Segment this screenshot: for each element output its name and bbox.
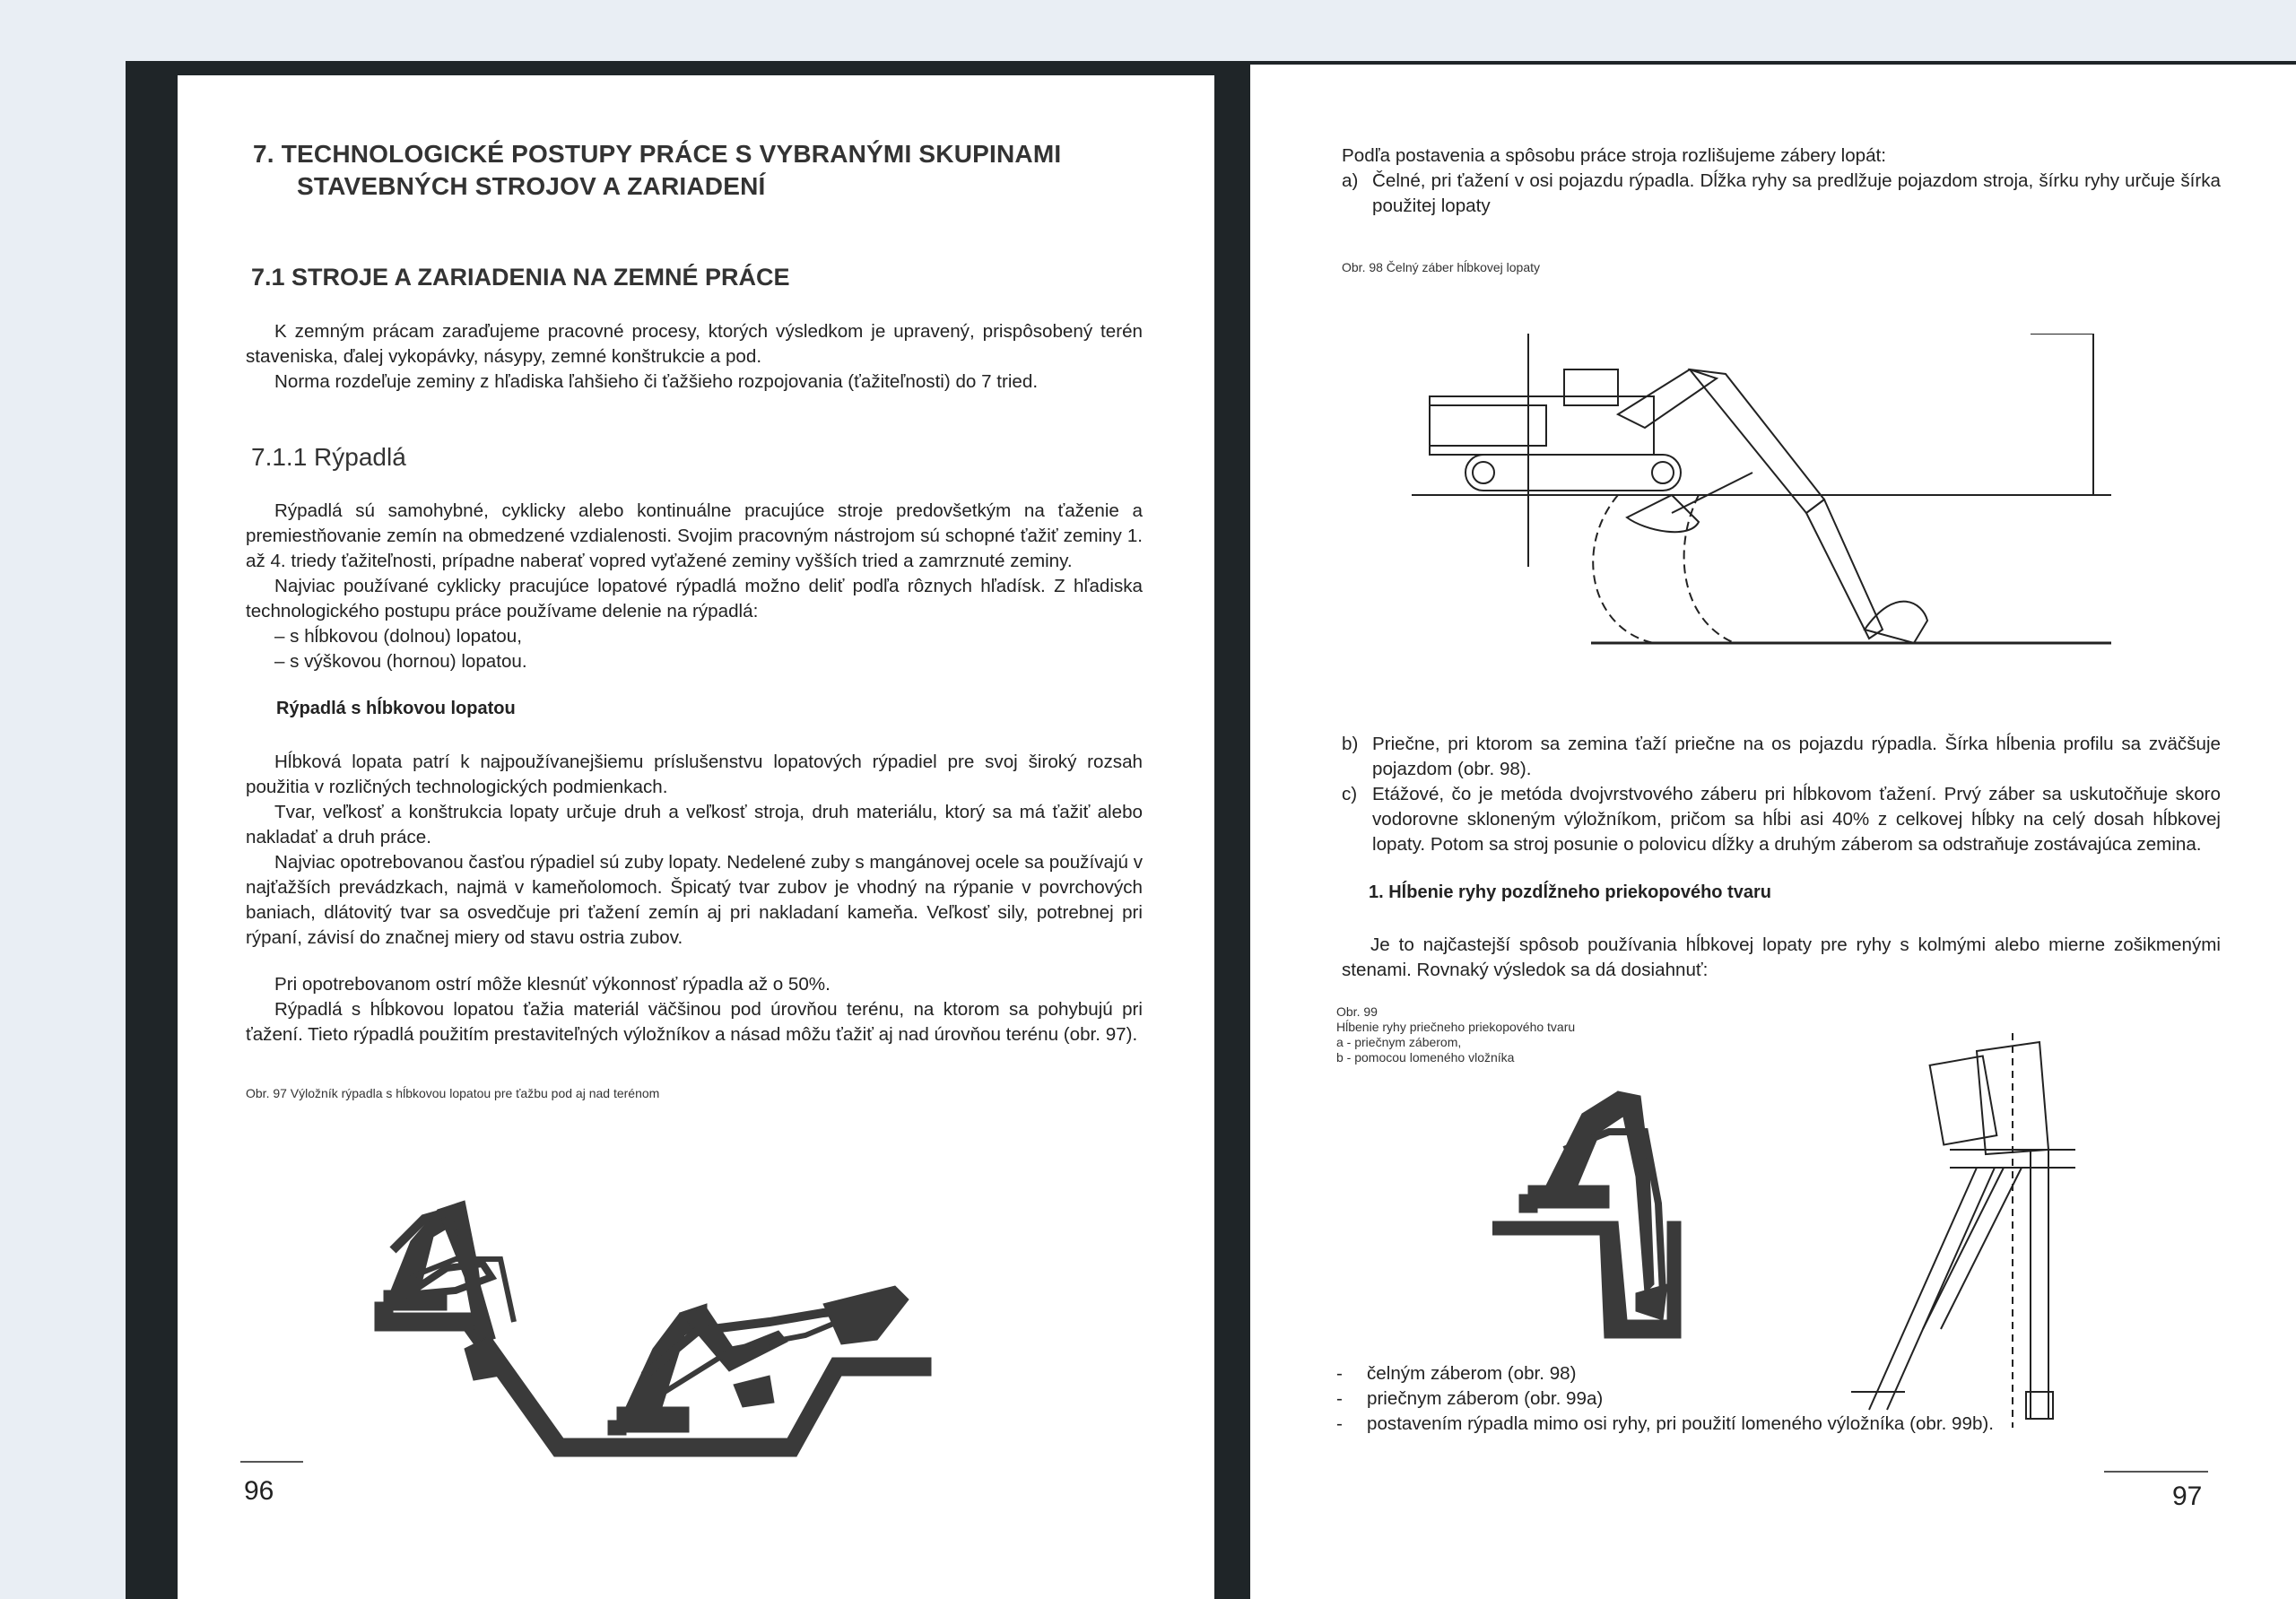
bullet-marker: -: [1336, 1388, 1343, 1409]
footer-rule: [240, 1461, 303, 1463]
item-marker: c): [1342, 784, 1358, 804]
page-number: 96: [244, 1476, 274, 1506]
page-number: 97: [2172, 1482, 2203, 1511]
lopata-paragraph-5: Rýpadlá s hĺbkovou lopatou ťažia materiál väčšinou pod úrovňou terénu, na ktorom sa pohybujú pri ťažení. Tieto rýpadlá použitím prestaviteľných výložníkov a násad môžu ťažiť aj nad úrovňou terénu (obr. 97).: [246, 999, 1143, 1045]
fig99-caption-line: Hĺbenie ryhy priečneho priekopového tvaru: [1336, 1020, 1576, 1034]
intro-text: [1342, 143, 2221, 219]
list-item: – s výškovou (hornou) lopatou.: [274, 651, 527, 672]
item-marker: b): [1342, 734, 1359, 754]
list-item-a: [1342, 169, 2221, 219]
list-item-b: [1342, 732, 2221, 782]
intro-paragraph-2: Norma rozdeľuje zeminy z hľadiska ľahšieho či ťažšieho rozpojovania (ťažiteľnosti) do 7 tried.: [274, 371, 1039, 392]
lopata-paragraph-3: Najviac opotrebovanou časťou rýpadiel sú zuby lopaty. Nedelené zuby s mangánovej ocele sa používajú v najťažších prevádzkach, najmä v kameňolomoch. Špicatý tvar zubov je vhodný na rýpanie v povrchových baniach, dlátovitý tvar sa osvedčuje pri ťažení zemín aj pri nakladaní kameňa. Veľkosť sily, potrebnej pri rýpaní, závisí do značnej miery od stavu ostria zubov.: [246, 852, 1143, 948]
chapter-heading-line1: 7. TECHNOLOGICKÉ POSTUPY PRÁCE S VYBRANÝMI SKUPINAMI: [253, 140, 1062, 168]
list-item: [1336, 1412, 2233, 1437]
rypadla-paragraph-1: Rýpadlá sú samohybné, cyklicky alebo kontinuálne pracujúce stroje predovšetkým na ťaženie a premiestňovanie zemín na obmedzené vzdialenosti. Svojim pracovným nástrojom sú schopné ťažiť zeminy 1. až 4. triedy ťažiteľnosti, prípadne naberať vopred vyťažené zeminy vyšších tried a zamrznuté zeminy.: [246, 500, 1143, 571]
list-item-c: [1342, 782, 2221, 857]
list-item: – s hĺbkovou (dolnou) lopatou,: [274, 626, 522, 647]
right-page: [1250, 65, 2296, 1599]
bullet-text: postavením rýpadla mimo osi ryhy, pri použití lomeného výložníka (obr. 99b).: [1367, 1413, 1994, 1434]
bullet-marker: -: [1336, 1363, 1343, 1384]
lopata-text-2: [246, 972, 1143, 1047]
section-heading: 7.1 STROJE A ZARIADENIA NA ZEMNÉ PRÁCE: [251, 264, 790, 291]
method-paragraph: Je to najčastejší spôsob používania hĺbkovej lopaty pre ryhy s kolmými alebo mierne zošikmenými stenami. Rovnaký výsledok sa dá dosiahnuť:: [1342, 934, 2221, 980]
item-text: Čelné, pri ťažení v osi pojazdu rýpadla. Dĺžka ryhy sa predlžuje pojazdom stroja, šírku ryhy určuje šírka použitej lopaty: [1372, 170, 2221, 216]
bullet-marker: -: [1336, 1413, 1343, 1434]
list-item: [1336, 1361, 2233, 1386]
intro-paragraph-1: K zemným prácam zaraďujeme pracovné procesy, ktorých výsledkom je upravený, prispôsobený terén staveniska, ďalej vykopávky, násypy, zemné konštrukcie a pod.: [246, 321, 1143, 367]
fig99-caption-line: Obr. 99: [1336, 1004, 1378, 1019]
fig99-caption-line: a - priečnym záberom,: [1336, 1035, 1462, 1049]
chapter-heading-line2: STAVEBNÝCH STROJOV A ZARIADENÍ: [297, 172, 766, 200]
left-page: [178, 75, 1214, 1599]
intro-paragraph: Podľa postavenia a spôsobu práce stroja rozlišujeme zábery lopát:: [1342, 145, 1887, 166]
intro-text: [246, 319, 1143, 395]
lopata-text: [246, 750, 1143, 951]
bullet-text: priečnym záberom (obr. 99a): [1367, 1388, 1604, 1409]
list-item: [1336, 1386, 2233, 1412]
fig99-caption-line: b - pomocou lomeného vložníka: [1336, 1050, 1515, 1065]
subsection-heading: 7.1.1 Rýpadlá: [251, 443, 406, 471]
method-text: [1342, 933, 2221, 983]
lopata-paragraph-1: Hĺbková lopata patrí k najpoužívanejšiemu príslušenstvu lopatových rýpadiel pre svoj široký rozsah použitia v rozličných technologických podmienkach.: [246, 752, 1143, 797]
item-text: Priečne, pri ktorom sa zemina ťaží priečne na os pojazdu rýpadla. Šírka hĺbenia profilu sa zväčšuje pojazdom (obr. 98).: [1372, 734, 2221, 779]
fig97-excavator-trench-illustration: [321, 1107, 949, 1519]
lopata-paragraph-4: Pri opotrebovanom ostrí môže klesnúť výkonnosť rýpadla až o 50%.: [274, 974, 831, 995]
chapter-heading: [253, 138, 1150, 203]
bold-heading: 1. Hĺbenie ryhy pozdĺžneho priekopového tvaru: [1369, 882, 1771, 902]
fig98-front-digging-illustration: [1412, 334, 2129, 710]
fig97-caption: Obr. 97 Výložník rýpadla s hĺbkovou lopatou pre ťažbu pod aj nad terénom: [246, 1086, 660, 1100]
bullet-list: [1336, 1361, 2233, 1437]
list-bc: [1342, 732, 2221, 857]
lopata-paragraph-2: Tvar, veľkosť a konštrukcia lopaty určuje druh a veľkosť stroja, druh materiálu, ktorý sa má ťažiť alebo nakladať a druh práce.: [246, 802, 1143, 847]
bullet-text: čelným záberom (obr. 98): [1367, 1363, 1577, 1384]
bold-heading: Rýpadlá s hĺbkovou lopatou: [276, 699, 516, 718]
fig98-caption: Obr. 98 Čelný záber hĺbkovej lopaty: [1342, 260, 1541, 274]
item-text: Etážové, čo je metóda dvojvrstvového záberu pri hĺbkovom ťažení. Prvý záber sa uskutočňuje skoro vodorovne skloneným výložníkom, pričom sa hĺbi asi 40% z celkovej hĺbky na celý dosah hĺbkovej lopaty. Potom sa stroj posunie o polovicu dĺžky a druhým záberom sa odstraňuje zostávajúca zemina.: [1372, 784, 2221, 855]
rypadla-text: [246, 499, 1143, 674]
item-marker: a): [1342, 170, 1359, 191]
rypadla-paragraph-2: Najviac používané cyklicky pracujúce lopatové rýpadlá možno deliť podľa rôznych hľadísk. Z hľadiska technologického postupu práce používame delenie na rýpadlá:: [246, 576, 1143, 621]
footer-rule: [2104, 1471, 2208, 1473]
